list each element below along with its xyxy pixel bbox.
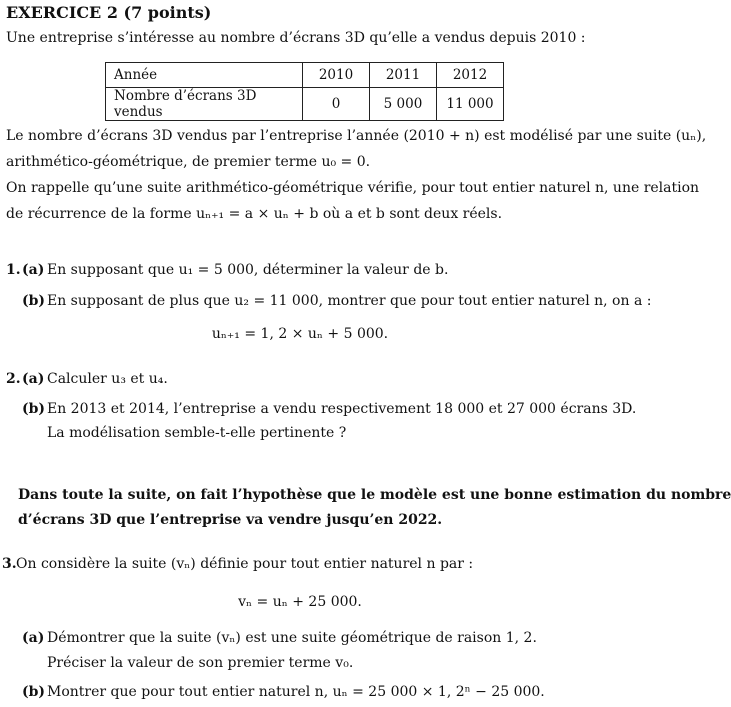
question-number: 2. bbox=[6, 371, 21, 387]
subquestion-text: En supposant de plus que u₂ = 11 000, montrer que pour tout entier naturel n, on a : bbox=[47, 293, 652, 309]
paragraph-line: de récurrence de la forme uₙ₊₁ = a × uₙ + b où a et b sont deux réels. bbox=[6, 206, 503, 222]
subquestion-label: (a) bbox=[22, 371, 45, 387]
formula: uₙ₊₁ = 1, 2 × uₙ + 5 000. bbox=[211, 326, 389, 342]
table-cell: 11 000 bbox=[437, 88, 504, 121]
sales-table bbox=[105, 62, 504, 121]
subquestion-text: Calculer u₃ et u₄. bbox=[47, 371, 168, 387]
table-header-cell: 2010 bbox=[303, 63, 370, 88]
paragraph-line: Le nombre d’écrans 3D vendus par l’entreprise l’année (2010 + n) est modélisé par une suite (uₙ), bbox=[6, 128, 707, 144]
subquestion-text: Montrer que pour tout entier naturel n, uₙ = 25 000 × 1, 2ⁿ − 25 000. bbox=[47, 684, 545, 700]
table-header-cell: 2012 bbox=[437, 63, 504, 88]
subquestion-text: La modélisation semble-t-elle pertinente ? bbox=[47, 425, 347, 441]
subquestion-label: (b) bbox=[22, 684, 46, 700]
table-header-cell: Année bbox=[106, 63, 303, 88]
subquestion-text: Préciser la valeur de son premier terme v₀. bbox=[47, 655, 354, 671]
table-row bbox=[106, 63, 504, 88]
subquestion-label: (a) bbox=[22, 630, 45, 646]
subquestion-text: En supposant que u₁ = 5 000, déterminer la valeur de b. bbox=[47, 262, 449, 278]
hypothesis-line: d’écrans 3D que l’entreprise va vendre jusqu’en 2022. bbox=[18, 512, 443, 528]
subquestion-label: (b) bbox=[22, 293, 46, 309]
question-text: On considère la suite (vₙ) définie pour tout entier naturel n par : bbox=[16, 556, 474, 572]
paragraph-line: On rappelle qu’une suite arithmético-géométrique vérifie, pour tout entier naturel n, une relation bbox=[6, 180, 700, 196]
exercise-title: EXERCICE 2 (7 points) bbox=[6, 3, 212, 22]
formula: vₙ = uₙ + 25 000. bbox=[238, 594, 362, 610]
table-cell: 0 bbox=[303, 88, 370, 121]
hypothesis-line: Dans toute la suite, on fait l’hypothèse que le modèle est une bonne estimation du nombre bbox=[18, 487, 731, 503]
intro-text: Une entreprise s’intéresse au nombre d’écrans 3D qu’elle a vendus depuis 2010 : bbox=[6, 30, 586, 46]
table-header-cell: 2011 bbox=[370, 63, 437, 88]
question-number: 3. bbox=[2, 556, 17, 572]
subquestion-label: (b) bbox=[22, 401, 46, 417]
table-cell: 5 000 bbox=[370, 88, 437, 121]
question-number: 1. bbox=[6, 262, 21, 278]
subquestion-text: Démontrer que la suite (vₙ) est une suite géométrique de raison 1, 2. bbox=[47, 630, 537, 646]
table-cell: Nombre d’écrans 3D vendus bbox=[106, 88, 303, 121]
subquestion-text: En 2013 et 2014, l’entreprise a vendu respectivement 18 000 et 27 000 écrans 3D. bbox=[47, 401, 637, 417]
subquestion-label: (a) bbox=[22, 262, 45, 278]
table-row bbox=[106, 88, 504, 121]
paragraph-line: arithmético-géométrique, de premier terme u₀ = 0. bbox=[6, 154, 371, 170]
